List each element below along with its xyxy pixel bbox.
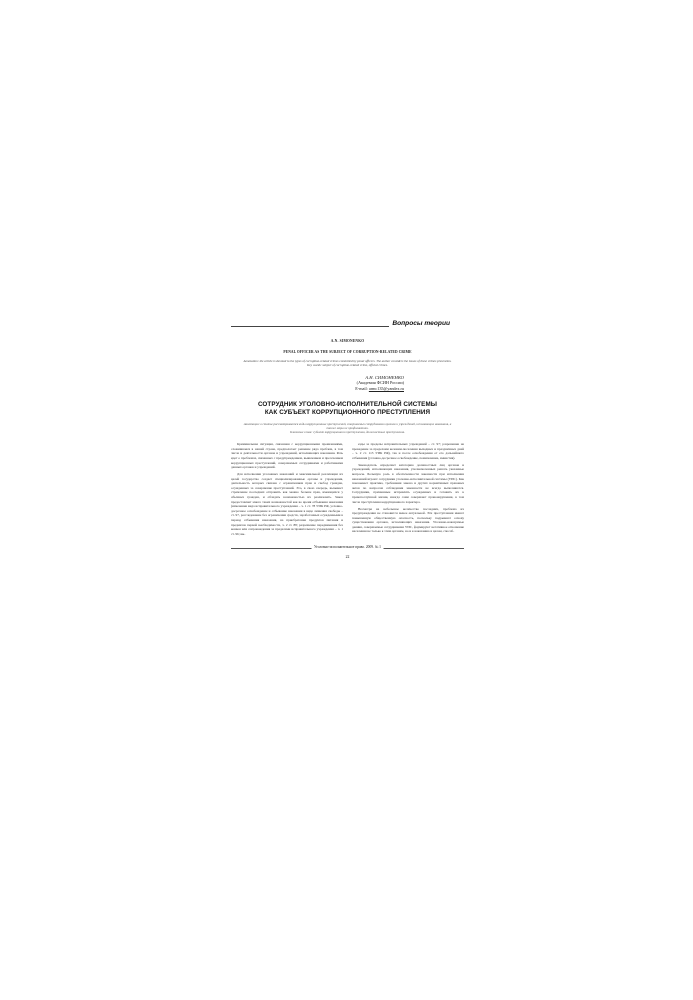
article-title-line-2: КАК СУБЪЕКТ КОРРУПЦИОННОГО ПРЕСТУПЛЕНИЯ <box>264 408 431 416</box>
running-footer <box>231 545 464 555</box>
english-annotation-label: Annotation: <box>243 359 259 363</box>
english-author: A.N. SIMONENKO <box>330 339 365 343</box>
paragraph: Законодатель определяет категорию должностных лиц органов и учреждений, исполняющих наказания, уполномоченных решать указанные вопросы. Большую роль в обеспеченности законности при исполнении наказаний играют сотрудники уголовно-исполнительной системы (УИС). Как показывает практика, требования закона и других нормативных правовых актов по вопросам соблюдения законности не всегда выполняются. Сотрудники, призванные исправлять осужденных и готовить их к правопослушной жизни, иногда сами совершают правонарушения, в том числе преступления коррупционного характера. <box>352 462 464 504</box>
rubric-title: Вопросы теории <box>389 320 450 327</box>
email-link[interactable]: armc135@yandex.ru <box>368 385 404 391</box>
russian-keywords-label: Ключевые слова: <box>290 430 313 435</box>
email-label: E-mail: <box>355 385 368 391</box>
right-column <box>352 442 464 538</box>
journal-page <box>231 320 464 680</box>
journal-citation: Уголовно-исполнительное право. 2009. № 1 <box>311 545 384 549</box>
russian-annotation: в статье рассматриваются виды коррупционных преступлений, совершаемых сотрудниками органов и учреждений, исполняющих наказания, а также меры их профилактики. <box>260 421 452 430</box>
paragraph: Несмотря на небольшое количество последних, проблема их предупреждения не становится менее актуальной. Эти преступления имеют повышенную общественную опасность, поскольку подрывают основу существования органов, исполняющих наказания. Уголовно-наказуемые деяния, совершаемые сотрудниками УИС, формируют негативное отношение населения не только к этим органам, но и к наказанию в целом, способ- <box>352 506 464 534</box>
author-email <box>231 386 404 392</box>
author-affiliation: (Академия ФСИН России) <box>356 380 404 386</box>
article-title-line-1: СОТРУДНИК УГОЛОВНО-ИСПОЛНИТЕЛЬНОЙ СИСТЕМЫ <box>257 401 438 409</box>
paragraph: езды за пределы исправительных учреждений – ст. 97; разрешение на проведение за пределами колонии-поселения выходных и праздничных дней – ч. 2 ст. 113 УИК РФ), так и после освобождения от его дальнейшего отбывания (условно-досрочное освобождение, помилование, амнистия). <box>352 442 464 460</box>
paragraph: Для исполнения уголовных наказаний и максимальной реализации их целей государство создает специализированные органы и учреждения, деятельность которых связана с ограничением прав и свобод граждан, осужденных за совершение преступлений. Это, в свою очередь, вызывает стремление последних отправить как можно больше прав, имеющихся у обычных граждан, и обладать возможностью их реализовать. Закон предоставляет много таких возможностей как во время отбывания наказания (изменение вида исправительного учреждения – ч. 1 ст. 78 УИК РФ, условно-досрочное освобождение и отбывание наказания в виде лишения свободы – ст. 97, расследование без ограничения средств, заработанных осужденными в период отбывания наказания, на приобретение продуктов питания и предметов первой необходимости, ч. 2 ст. 88; разрешение передвижения без конвоя или сопровождения за пределами исправительного учреждения – ч. 1 ст. 96; вы- <box>231 472 343 536</box>
russian-author-block <box>231 375 464 392</box>
rubric-rule <box>231 326 401 327</box>
left-column <box>231 442 343 538</box>
english-annotation: the article is devoted to the types of corruption-related crimes committed by penal officers. The author considers the issues of these crimes prevention. <box>259 359 452 363</box>
english-title: PENAL OFFICER AS THE SUBJECT OF CORRUPTION-RELATED CRIME <box>283 350 412 354</box>
section-rubric <box>231 320 464 330</box>
russian-annotation-label: Аннотация: <box>243 421 260 426</box>
page-number: 22 <box>345 554 350 559</box>
paragraph: Криминальная ситуация, связанная с коррупционными проявлениями, сложившаяся в нашей стране, предполагает решение ряда проблем, в том числе и деятельности органов и учреждений, исполняющих наказания. Речь идет о проблемах, связанных с предупреждением, выявлением и пресечением коррупционных преступлений, совершаемых сотрудниками и работниками данных органов и учреждений. <box>231 442 343 470</box>
english-keywords-label: Key words: <box>307 363 322 368</box>
russian-keywords: субъект коррупционного преступления, должностные преступления. <box>313 430 405 435</box>
article-body <box>231 442 464 538</box>
english-abstract <box>231 359 464 368</box>
article-title <box>231 401 464 416</box>
english-keywords: subject of corruption-related crime, official crimes. <box>322 363 388 368</box>
russian-author: А.Н. СИМОНЕНКО <box>365 374 404 380</box>
russian-abstract <box>231 422 464 434</box>
